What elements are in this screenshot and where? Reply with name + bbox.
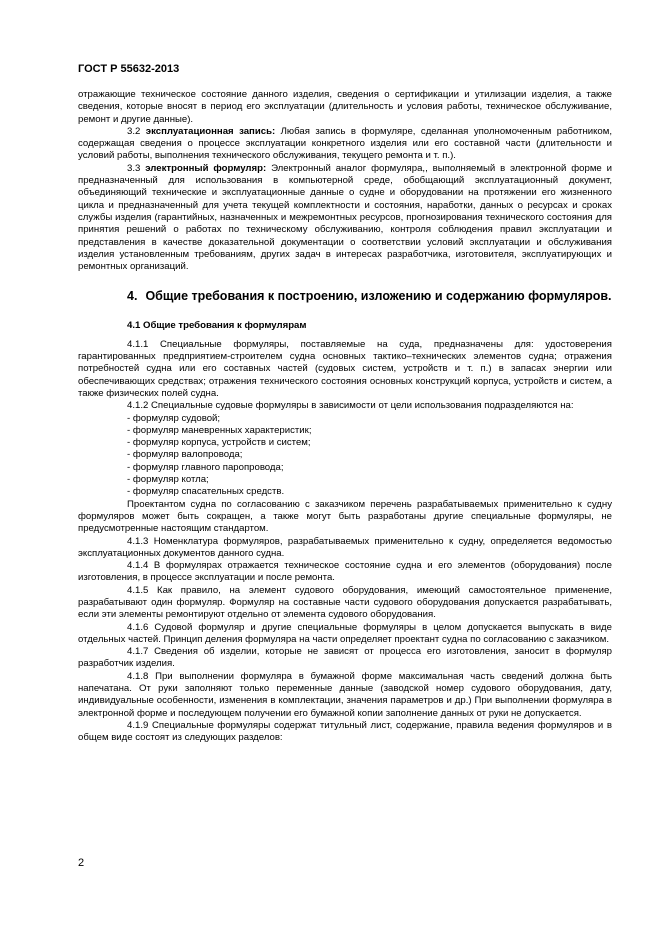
section-number: 4. [127, 289, 138, 304]
definition-number: 3.3 [127, 162, 141, 174]
paragraph-4-1-9: 4.1.9 Специальные формуляры содержат титульный лист, содержание, правила ведения формуляров и в общем виде состоят из следующих разделов: [78, 719, 612, 744]
paragraph-designer-note: Проектантом судна по согласованию с заказчиком перечень разрабатываемых применительно к судну формуляров может быть сокращен, а также могут быть разработаны другие специальные формуляры, не предусмотренные настоящим стандартом. [78, 498, 612, 535]
list-item: - формуляр спасательных средств. [127, 486, 285, 498]
list-item: - формуляр маневренных характеристик; [127, 424, 312, 436]
paragraph-4-1-3: 4.1.3 Номенклатура формуляров, разрабатываемых применительно к судну, определяется ведомостью эксплуатационных документов данного судна. [78, 535, 612, 559]
list-item: - формуляр главного паропровода; [127, 461, 284, 473]
page-number: 2 [78, 857, 85, 869]
formular-types-list [78, 413, 612, 499]
list-item: - формуляр котла; [127, 474, 209, 486]
definition-3-2 [78, 126, 612, 163]
paragraph-4-1-1: 4.1.1 Специальные формуляры, поставляемые на суда, предназначены для: удостоверения гарантированных предприятием-строителем судна основных тактико–технических элементов судна; отражения потребностей судна или его составных частей (судовых систем, устройств и т. п.) в запасах энергии или обеспечивающих средствах; отражения технического состояния основных конструкций корпуса, устройств и систем, а также физических полей судна. [78, 338, 612, 399]
list-item: - формуляр корпуса, устройств и систем; [127, 437, 311, 449]
paragraph-4-1-5: 4.1.5 Как правило, на элемент судового оборудования, имеющий самостоятельное применение, разрабатывают один формуляр. Формуляр на составные части судового оборудования допускается разрабатывать, если эти элементы ремонтируют отдельно от элемента судового оборудования. [78, 584, 612, 621]
section-4-heading [127, 289, 612, 304]
subsection-4-1-heading: 4.1 Общие требования к формулярам [127, 320, 307, 332]
paragraph-4-1-7: 4.1.7 Сведения об изделии, которые не зависят от процесса его изготовления, заносит в формуляр разработчик изделия. [78, 646, 612, 670]
definition-3-3 [78, 163, 612, 274]
paragraph-4-1-6: 4.1.6 Судовой формуляр и другие специальные формуляры в целом допускается выпускать в виде отдельных частей. Принцип деления формуляра на части определяет проектант судна по согласованию с заказчиком. [78, 621, 612, 645]
list-item: - формуляр судовой; [127, 412, 221, 424]
definition-text: Электронный аналог формуляра,, выполняемый в электронной форме и предназначенный для использования в компьютерной среде, обобщающий эксплуатационный документ, объединяющий технические и эксплуатационные данные о судне и оборудовании на протяжении его жизненного цикла и предназначенный для учета текущей комплектности и состояния, наработки, данных о ресурсах и сроках службы изделия (гарантийных, назначенных и межремонтных ресурсов, прогнозирования технического состояния для принятия решений о работах по техническому обслуживанию, контроля соблюдения правил эксплуатации и представления в качестве доказательной документации о соответствии условий эксплуатации и обслуживания изделия установленным требованиям, других задач в интересах разработчика, изготовителя, эксплуатирующих и ремонтных организаций. [78, 162, 612, 273]
definition-text: Любая запись в формуляре, сделанная уполномоченным работником, содержащая сведения о процессе эксплуатации конкретного изделия или его составной части (длительности и условий работы, выполнения технического обслуживания, текущего ремонта и т. п.). [78, 125, 612, 162]
definition-term: электронный формуляр: [145, 162, 267, 174]
continued-paragraph: отражающие техническое состояние данного изделия, сведения о сертификации и утилизации изделия, а также сведения, которые вносят в период его эксплуатации (длительность и условия работы, техническое обслуживание, ремонт и другие данные). [78, 89, 612, 125]
document-header: ГОСТ Р 55632-2013 [78, 63, 180, 75]
paragraph-4-1-8: 4.1.8 При выполнении формуляра в бумажной форме максимальная часть сведений должна быть напечатана. От руки заполняют только переменные данные (заводской номер судового оборудования, дату, индивидуальные особенности, изменения в комплектации, значения параметров и др.) При выполнении формуляра в электронной форме и последующем получении его бумажной копии заполнение данных от руки не допускается. [78, 670, 612, 719]
document-body [78, 89, 612, 745]
paragraph-4-1-2: 4.1.2 Специальные судовые формуляры в зависимости от цели использования подразделяются на: [127, 400, 574, 412]
section-title: Общие требования к построению, изложению и содержанию формуляров. [145, 289, 612, 304]
list-item: - формуляр валопровода; [127, 449, 243, 461]
definition-term: эксплуатационная запись: [145, 125, 276, 137]
definition-number: 3.2 [127, 125, 141, 137]
paragraph-4-1-4: 4.1.4 В формулярах отражается техническое состояние судна и его элементов (оборудования) после изготовления, в процессе эксплуатации и после ремонта. [78, 560, 612, 584]
